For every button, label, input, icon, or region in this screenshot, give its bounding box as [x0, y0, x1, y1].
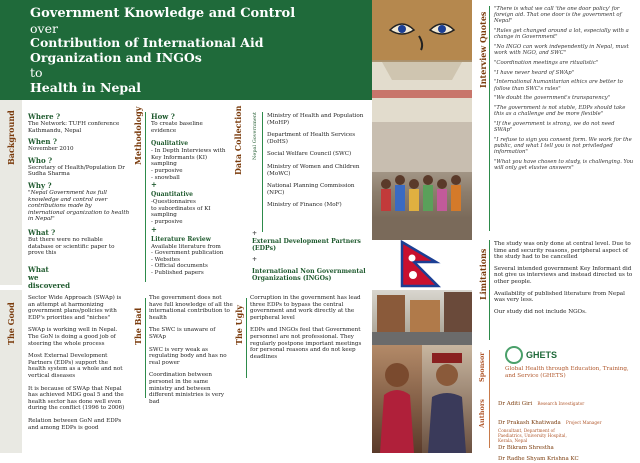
- street-graphic: [372, 290, 472, 345]
- who-heading: Who ?: [28, 155, 53, 165]
- quant-item-4: - purposive: [151, 218, 183, 225]
- authors-list: [498, 390, 638, 463]
- sponsor-block: [505, 346, 635, 379]
- discovered-heading-3: discovered: [28, 280, 70, 290]
- ministries-list: [267, 113, 367, 209]
- ministry-6: Ministry of Finance (MoF): [267, 202, 342, 209]
- title-line-1: Government Knowledge and Control: [30, 6, 296, 21]
- discovered-heading-1: What: [28, 264, 49, 274]
- qual-item-3: - purposive: [151, 167, 183, 174]
- stupa-eyes-photo: [372, 0, 472, 122]
- section-label-background: Background: [6, 110, 16, 165]
- bad-item-4: Coordination between personel in the same ministry and between different ministries is very bad: [149, 372, 225, 405]
- ministry-4: Ministry of Women and Children (MoWC): [267, 163, 360, 177]
- how-heading: How ?: [151, 112, 175, 121]
- plus-4: +: [252, 256, 258, 263]
- limitation-4: Our study did not include NGOs.: [494, 308, 587, 315]
- when-text: November 2010: [28, 146, 74, 153]
- section-label-ugly: The Ugly: [234, 305, 244, 345]
- ingo-heading: International Non Governmental Organizations (INGOs): [252, 268, 366, 282]
- qual-item-2: sampling: [151, 161, 177, 168]
- lit-item-5: - Published papers: [151, 269, 204, 276]
- quantitative-heading: Quantitative: [151, 191, 193, 199]
- when-heading: When ?: [28, 137, 58, 147]
- author-affiliation: Consultant, Department of Paediatrics, University Hospital, Kerala, Nepal: [498, 428, 567, 443]
- what-heading: What ?: [28, 227, 56, 237]
- why-heading: Why ?: [28, 180, 52, 190]
- author-1-name: Dr Aditi Giri: [498, 401, 533, 407]
- bad-content: [149, 295, 233, 405]
- where-heading: Where ?: [28, 112, 61, 121]
- nepal-government-label: Nepal Government: [252, 111, 258, 160]
- lit-item-2: - Government publication: [151, 250, 224, 257]
- quant-item-1: -Questionnaires: [151, 199, 196, 206]
- sponsor-divider: [489, 350, 490, 448]
- quote-1: "There is what we call 'the one door policy' for foreign aid. That one door is the government of Nepal": [494, 6, 622, 25]
- external-partners: [252, 230, 372, 282]
- limitation-3: Availability of published literature from Nepal was very less.: [494, 290, 625, 304]
- children-photo: [372, 122, 472, 240]
- nepal-flag-area: [372, 240, 472, 290]
- quote-2: "Rules get changed around a lot, especially with a change in Government": [494, 28, 629, 41]
- section-label-authors: Authors: [478, 399, 486, 428]
- title-banner: [0, 0, 372, 100]
- author-1: [498, 390, 638, 409]
- quote-11: "What you have chosen to study, is challenging. You will only get elusive answers": [494, 158, 634, 172]
- man-photo: [422, 345, 472, 453]
- lit-item-3: - Websites: [151, 256, 180, 263]
- lit-item-1: Available literature from: [151, 243, 221, 250]
- author-4-name: Dr Radhe Shyam Krishna KC: [498, 456, 579, 462]
- author-2-role: Project Manager: [565, 420, 602, 425]
- ugly-item-2: EDPs and INGOs feel that Government personnel are not professional. They regularly postpone important meetings for personal reasons and do not keep deadlines: [250, 327, 362, 360]
- title-line-6: Health in Nepal: [30, 80, 141, 95]
- quote-9: "If the government is strong, we do not need SWAp": [494, 120, 615, 134]
- ugly-content: [250, 295, 368, 360]
- qual-item-4: - snowball: [151, 174, 180, 181]
- edp-heading: External Development Partners (EDPs): [252, 238, 361, 252]
- lit-item-4: - Official documents: [151, 263, 208, 270]
- quant-item-2: to subordinates of KI: [151, 205, 211, 212]
- methodology-divider: [145, 112, 146, 282]
- title-line-4: Organization and INGOs: [30, 50, 202, 65]
- good-item-1: Sector Wide Approach (SWAp) is an attempt at harmonizing government plans/policies with EDP's priorities and "niches": [28, 295, 122, 321]
- literature-heading: Literature Review: [151, 235, 211, 243]
- what-text: But there were no reliable database or scientific paper to prove this: [28, 236, 115, 257]
- author-2: [498, 409, 638, 428]
- ghets-logo-icon: [505, 346, 523, 364]
- good-item-4: It is because of SWAp that Nepal has achieved MDG goal 5 and the health sector has done well even during the conflict (1996 to 2006): [28, 385, 125, 412]
- quote-3: "No INGO can work independently in Nepal, must work with NGO, and SWC": [494, 44, 629, 57]
- ghets-logo-text: GHETS: [526, 350, 558, 360]
- woman-graphic: [372, 345, 422, 453]
- section-label-good: The Good: [6, 302, 16, 345]
- stupa-eyes-graphic: [372, 0, 472, 122]
- section-label-sponsor: Sponsor: [478, 352, 486, 382]
- limitation-1: The study was only done at central level. Due to time and security reasons, peripheral aspect of the study had to be cancelled: [494, 241, 631, 261]
- ministry-3: Social Welfare Council (SWC): [267, 151, 352, 158]
- nepal-flag-graphic: [372, 240, 472, 290]
- qualitative-heading: Qualitative: [151, 140, 189, 148]
- quote-10: "I refuse to sign you consent form. We work for the public, and what I tell you is not priviledged information": [494, 136, 632, 156]
- limitations-divider: [489, 240, 490, 340]
- section-label-interview-quotes: Interview Quotes: [478, 11, 488, 88]
- quote-5: "I have never heard of SWAp": [494, 69, 575, 76]
- data-collection-divider: [262, 112, 263, 232]
- street-photo: [372, 290, 472, 345]
- good-item-3: Most External Development Partners (EDPs) support the health system as a whole and not vertical diseases: [28, 353, 123, 379]
- title-line-5: to: [30, 65, 43, 80]
- good-item-2: SWAp is working well in Nepal. The GoN is doing a good job of steering the whole process: [28, 327, 118, 347]
- ministry-5: National Planning Commission (NPC): [267, 183, 355, 196]
- bad-item-2: The SWC is unaware of SWAp: [149, 327, 216, 340]
- section-label-bad: The Bad: [133, 307, 143, 345]
- section-label-methodology: Methodology: [133, 106, 143, 165]
- discovered-heading-2: we: [28, 272, 39, 282]
- who-text: Secretary of Health/Population Dr Sudha Sharma: [28, 164, 125, 178]
- plus-1: +: [151, 180, 157, 190]
- title-line-3: Contribution of International Aid: [30, 35, 264, 50]
- ministry-2: Department of Health Services (DoHS): [267, 132, 356, 145]
- quote-7: "We doubt the government's transparency": [494, 95, 610, 102]
- ugly-divider: [246, 298, 247, 378]
- children-graphic: [372, 122, 472, 240]
- background-content: [28, 113, 130, 290]
- author-3-name: Dr Bikram Shrestha: [498, 445, 554, 451]
- how-text: To create baseline evidence: [151, 121, 203, 134]
- quote-8: "The government is not stable, EDPs should take this as a challenge and be more flexible": [494, 104, 626, 118]
- quotes-list: [494, 6, 634, 175]
- sponsor-logo-row: [505, 346, 635, 364]
- quant-item-3: sampling: [151, 212, 177, 219]
- quote-4: "Coordination meetings are ritualistic": [494, 59, 599, 66]
- ministry-1: Ministry of Health and Population (MoHP): [267, 113, 364, 126]
- plus-2: +: [151, 224, 157, 234]
- good-item-5: Relation between GoN and EDPs and among EDPs is good: [28, 417, 122, 431]
- qual-item-1: - In Depth Interviews with Key Informants (KI): [151, 148, 226, 161]
- limitation-2: Several intended government Key Informant did not give us interviews and instead directed us to other people.: [494, 265, 633, 285]
- bad-item-1: The government does not have full knowledge of all the international contribution to health: [149, 295, 233, 321]
- title-line-2: over: [30, 21, 58, 36]
- where-text: The Network: TUFH conference Kathmandu, Nepal: [28, 121, 120, 134]
- author-1-role: Research Investigator: [537, 401, 585, 406]
- why-text: "Nepal Government has full knowledge and control over contributions made by international organization to health in Nepal": [28, 189, 130, 223]
- limitations-list: [494, 241, 634, 315]
- author-2-name: Dr Prakash Khatiwada: [498, 420, 561, 426]
- woman-photo: [372, 345, 422, 453]
- plus-3: +: [252, 230, 258, 237]
- sponsor-name: Global Health through Education, Training, and Service (GHETS): [505, 366, 629, 379]
- quotes-divider: [489, 6, 490, 231]
- good-content: [28, 295, 126, 431]
- methodology-content: [151, 113, 229, 277]
- quote-6: "International humanitarian ethics are better to follow than SWC's rules": [494, 79, 623, 92]
- bad-divider: [145, 298, 146, 398]
- section-label-data-collection: Data Collection: [233, 105, 243, 175]
- man-graphic: [422, 345, 472, 453]
- ugly-item-1: Corruption in the government has lead three EDPs to bypass the central government and work directly at the peripheral level: [250, 295, 361, 321]
- section-label-limitations: Limitations: [478, 248, 488, 300]
- bad-item-3: SWC is very weak as regulating body and has no real power: [149, 346, 227, 366]
